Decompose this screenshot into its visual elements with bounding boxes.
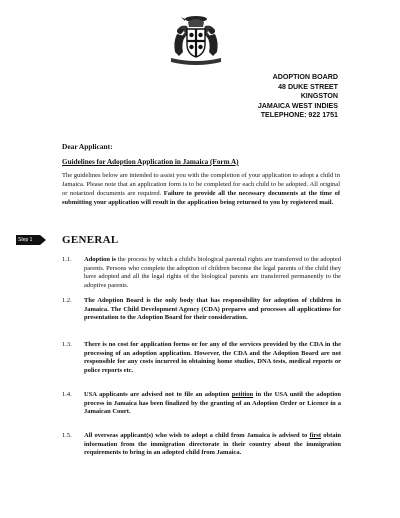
item-number: 1.2. — [62, 297, 72, 304]
item-number: 1.5. — [62, 432, 72, 439]
item-body: obtain information from the immigration directorate in their country about the immigration requirements to bring in an adopted child from Jamaica. — [84, 432, 342, 457]
intro-warning: Failure to provide all the necessary documents at the time of submitting your application will result in the application being returned to you by registered mail. — [62, 189, 340, 206]
address-line: 48 DUKE STREET — [278, 82, 338, 91]
item-body: All overseas applicant(s) who wish to adopt a child from Jamaica is advised to — [84, 432, 310, 439]
item-text — [84, 256, 341, 291]
item-body: USA applicants are advised not to file an adoption — [84, 391, 232, 398]
item-underlined: petition — [231, 391, 254, 398]
intro-text: The guidelines below are intended to assist you with the completion of your application to adopt a child in Jamaica. Please note that an application form is to be completed for each child to be adopted. All original or notarized documents are required. — [62, 172, 340, 197]
item-number: 1.1. — [62, 256, 72, 263]
section-title: GENERAL — [62, 234, 119, 246]
item-body: in the USA until the adoption process in Jamaica has been finalized by the granting of an Adoption Order or Licence in a Jamaican Court. — [84, 391, 341, 416]
salutation: Dear Applicant: — [62, 142, 113, 151]
coat-of-arms-logo — [163, 12, 229, 68]
step-label: Step 1 — [18, 237, 33, 243]
item-text: There is no cost for application forms or for any of the services provided by the CDA in the processing of an adoption application. However, the CDA and the Adoption Board are not responsible for any costs incurred in obtaining home studies, DNA tests, medical reports or police reports etc. — [84, 341, 341, 375]
item-underlined: first — [309, 432, 322, 439]
item-text: The Adoption Board is the only body that has responsibility for adoption of children in Jamaica. The Child Development Agency (CDA) prepares and processes all applications for presentation to the Adoption Board for their consideration. — [84, 297, 341, 322]
item-text — [84, 391, 341, 417]
intro-paragraph — [62, 172, 340, 208]
guidelines-title: Guidelines for Adoption Application in Jamaica (Form A) — [62, 158, 239, 166]
item-body: the process by which a child's biological parental rights are transferred to the adopted parents. Persons who complete the adoption of children become the legal parents of the child they have adopted and all the legal rights of the biological parents are transferred permanently to the adoptive parents. — [84, 256, 341, 290]
item-number: 1.4. — [62, 391, 72, 398]
address-line: JAMAICA WEST INDIES — [257, 101, 338, 110]
address-block — [258, 73, 338, 121]
item-lead: Adoption is — [84, 256, 117, 263]
address-line: ADOPTION BOARD — [272, 73, 338, 81]
address-line: KINGSTON — [300, 92, 338, 101]
item-number: 1.3. — [62, 341, 72, 348]
address-line: TELEPHONE: 922 1751 — [260, 111, 338, 120]
item-text — [84, 432, 341, 458]
